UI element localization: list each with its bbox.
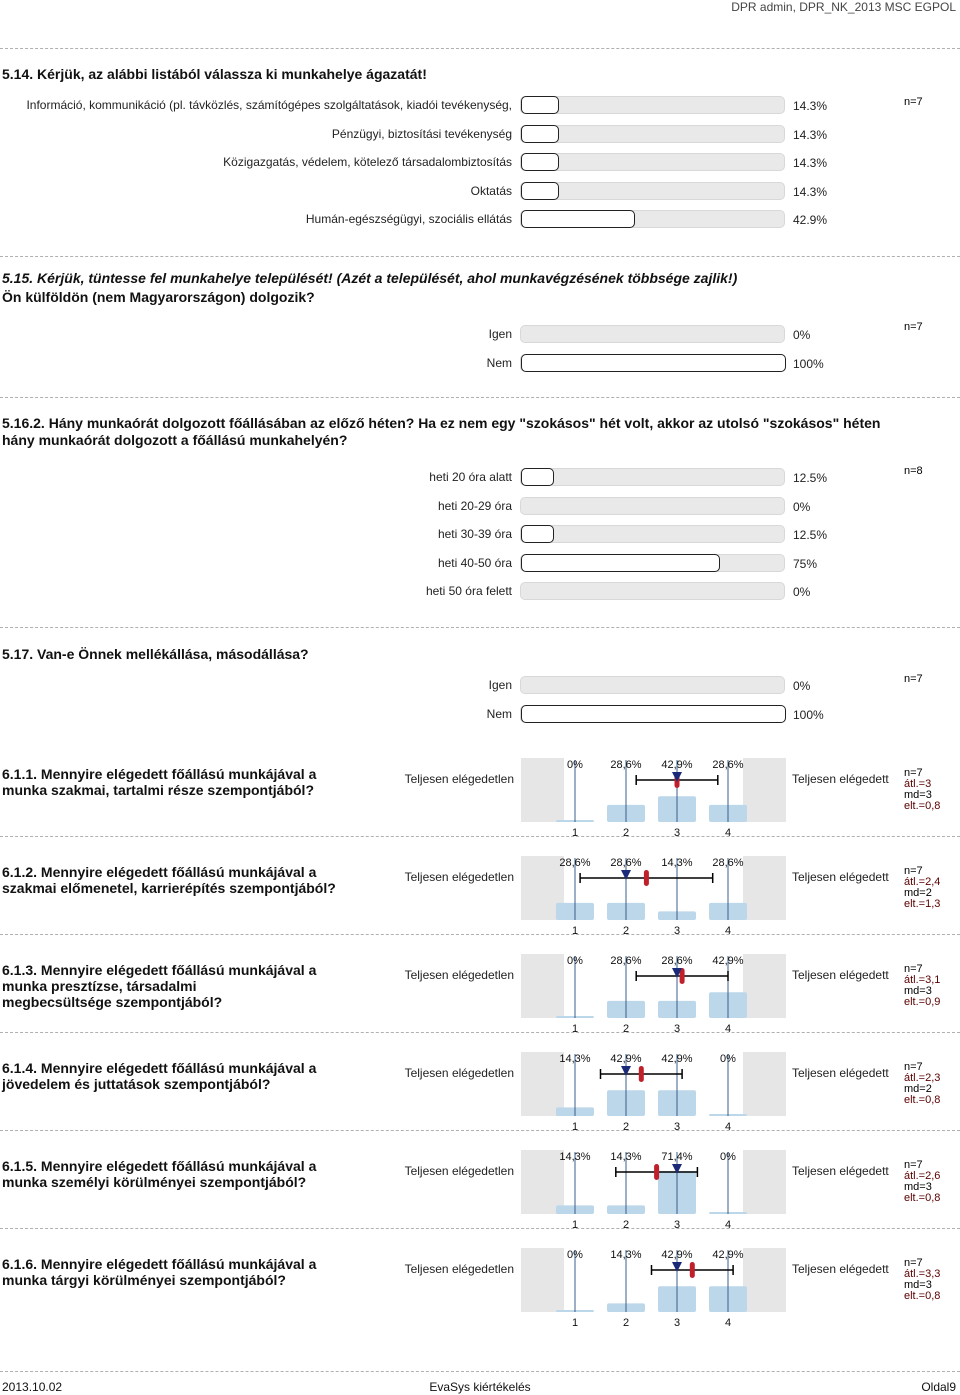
scale-right-box (743, 954, 786, 1018)
scale-chart (0, 1042, 960, 1132)
stat-avg: átl.=2,6 (904, 1170, 941, 1182)
footer-date: 2013.10.02 (2, 1380, 63, 1394)
scale-percent: 0% (567, 759, 583, 771)
stat-elt: elt.=0,8 (904, 1290, 941, 1302)
scale-tick-label: 1 (571, 1121, 579, 1132)
stat-md: md=3 (904, 1181, 932, 1193)
option-bar-track (520, 153, 785, 171)
stat-n: n=7 (904, 1061, 923, 1073)
scale-percent: 28,6% (610, 759, 642, 771)
divider (0, 256, 960, 257)
scale-percent: 42,9% (610, 1053, 642, 1065)
q514-title: 5.14. Kérjük, az alábbi listából válassza ki munkahelye ágazatát! (2, 66, 427, 82)
option-percent: 0% (793, 679, 811, 693)
option-label: heti 20 óra alatt (429, 470, 512, 484)
option-percent: 14.3% (793, 184, 828, 199)
stat-avg: átl.=3 (904, 778, 932, 790)
footer-page: Oldal9 (921, 1380, 956, 1394)
stat-n: n=7 (904, 865, 923, 877)
scale-tick-label: 4 (724, 1317, 732, 1328)
scale-tick-label: 2 (622, 827, 630, 838)
scale-left-label: Teljesen elégedetlen (404, 1262, 514, 1276)
option-percent: 0% (793, 585, 811, 599)
option-bar-track (520, 582, 785, 600)
scale-left-label: Teljesen elégedetlen (404, 968, 514, 982)
stat-avg: átl.=2,4 (904, 876, 941, 888)
scale-percent: 0% (567, 1249, 583, 1261)
option-label: Nem (486, 355, 512, 370)
mean-marker (639, 1066, 644, 1082)
stat-md: md=3 (904, 1279, 932, 1291)
option-bar-fill (521, 525, 554, 543)
scale-left-label: Teljesen elégedetlen (404, 1164, 514, 1178)
mean-marker (644, 870, 649, 886)
option-bar-track (520, 497, 785, 515)
scale-right-box (743, 856, 786, 920)
option-percent: 100% (793, 356, 824, 371)
option-bar-track (520, 325, 785, 343)
divider (0, 1228, 960, 1229)
scale-chart (0, 748, 960, 838)
scale-right-box (743, 1248, 786, 1312)
option-bar-track (520, 96, 785, 114)
stat-avg: átl.=3,3 (904, 1268, 941, 1280)
divider (0, 627, 960, 628)
scale-question-title: munka presztízse, társadalmi (2, 978, 197, 994)
scale-tick-label: 1 (571, 925, 579, 936)
option-bar-fill (521, 182, 559, 200)
scale-tick-label: 3 (673, 1023, 681, 1034)
scale-left-label: Teljesen elégedetlen (404, 772, 514, 786)
scale-percent: 14,3% (559, 1053, 591, 1065)
stat-md: md=2 (904, 1083, 932, 1095)
option-bar-track (520, 125, 785, 143)
option-bar-track (520, 468, 785, 486)
option-label: Oktatás (470, 183, 512, 198)
divider (0, 397, 960, 398)
stat-elt: elt.=0,8 (904, 1192, 941, 1204)
stat-elt: elt.=1,3 (904, 898, 941, 910)
option-label: Igen (488, 327, 512, 341)
scale-tick-label: 4 (724, 925, 732, 936)
option-label: heti 20-29 óra (437, 498, 512, 513)
scale-tick-label: 4 (724, 827, 732, 838)
scale-tick-label: 4 (724, 1219, 732, 1230)
q515-n: n=7 (904, 321, 923, 333)
scale-chart (0, 944, 960, 1034)
option-percent: 14.3% (793, 127, 828, 142)
scale-tick-label: 3 (673, 925, 681, 936)
stat-elt: elt.=0,8 (904, 800, 941, 812)
scale-right-label: Teljesen elégedett (792, 870, 889, 884)
scale-left-box (521, 758, 564, 822)
scale-tick-label: 1 (571, 1317, 579, 1328)
stat-elt: elt.=0,8 (904, 1094, 941, 1106)
option-label: heti 50 óra felett (425, 584, 512, 598)
option-label: Információ, kommunikáció (pl. távközlés, számítógépes szolgáltatások, kiadói tevékenység, (26, 98, 512, 112)
scale-question-title: 6.1.1. Mennyire elégedett főállású munkájával a (2, 766, 317, 782)
stat-elt: elt.=0,9 (904, 996, 941, 1008)
q5162-title: 5.16.2. Hány munkaórát dolgozott főállásában az előző héten? Ha ez nem egy "szokásos" hét volt, akkor az utolsó "szokásos" héten (2, 415, 881, 431)
scale-tick-label: 4 (724, 1023, 732, 1034)
scale-tick-label: 1 (571, 1219, 579, 1230)
option-percent: 12.5% (793, 471, 828, 485)
scale-left-label: Teljesen elégedetlen (404, 870, 514, 884)
scale-left-box (521, 954, 564, 1018)
scale-percent: 28,6% (712, 759, 744, 771)
scale-question-title: 6.1.4. Mennyire elégedett főállású munkájával a (2, 1060, 317, 1076)
scale-chart (0, 846, 960, 936)
scale-tick-label: 2 (622, 1023, 630, 1034)
option-bar-fill (521, 125, 559, 143)
stat-n: n=7 (904, 1257, 923, 1269)
scale-percent: 14,3% (610, 1249, 642, 1261)
scale-percent: 42,9% (661, 1249, 693, 1261)
option-percent: 100% (793, 707, 824, 722)
scale-tick-label: 2 (622, 925, 630, 936)
option-bar-track (520, 705, 785, 723)
option-bar-track (520, 554, 785, 572)
scale-percent: 42,9% (661, 759, 693, 771)
scale-chart (0, 1238, 960, 1328)
scale-percent: 28,6% (559, 857, 591, 869)
option-label: Nem (486, 706, 512, 721)
scale-right-label: Teljesen elégedett (792, 1262, 889, 1276)
option-bar-track (520, 182, 785, 200)
scale-tick-label: 3 (673, 1121, 681, 1132)
scale-percent: 0% (720, 1151, 736, 1163)
scale-right-label: Teljesen elégedett (792, 1164, 889, 1178)
scale-right-label: Teljesen elégedett (792, 968, 889, 982)
scale-left-label: Teljesen elégedetlen (404, 1066, 514, 1080)
stat-avg: átl.=3,1 (904, 974, 941, 986)
option-bar-fill (521, 153, 559, 171)
option-bar-fill (521, 468, 554, 486)
scale-tick-label: 4 (724, 1121, 732, 1132)
scale-tick-label: 3 (673, 1317, 681, 1328)
q514-n: n=7 (904, 96, 923, 108)
stat-md: md=3 (904, 789, 932, 801)
option-percent: 0% (793, 499, 811, 514)
option-bar-track (520, 676, 785, 694)
option-label: Pénzügyi, biztosítási tevékenység (331, 126, 512, 141)
q515-title: 5.15. Kérjük, tüntesse fel munkahelye települését! (Azét a települését, ahol munkavégzésének többsége zajlik!) (2, 270, 738, 286)
scale-question-title: 6.1.2. Mennyire elégedett főállású munkájával a (2, 864, 317, 880)
scale-right-box (743, 1150, 786, 1214)
stat-n: n=7 (904, 767, 923, 779)
scale-left-box (521, 1248, 564, 1312)
option-bar-track (520, 210, 785, 228)
q517-n: n=7 (904, 673, 923, 685)
scale-tick-label: 2 (622, 1219, 630, 1230)
scale-tick-label: 2 (622, 1121, 630, 1132)
scale-question-title: munka szakmai, tartalmi része szempontjából? (2, 782, 314, 798)
divider (0, 1371, 960, 1372)
scale-question-title: 6.1.3. Mennyire elégedett főállású munkájával a (2, 962, 317, 978)
q5162-n: n=8 (904, 465, 923, 477)
scale-left-box (521, 1150, 564, 1214)
scale-question-title: 6.1.6. Mennyire elégedett főállású munkájával a (2, 1256, 317, 1272)
page-header: DPR admin, DPR_NK_2013 MSC EGPOL (731, 0, 956, 14)
scale-question-title: 6.1.5. Mennyire elégedett főállású munkájával a (2, 1158, 317, 1174)
q517-title: 5.17. Van-e Önnek mellékállása, másodállása? (2, 646, 309, 662)
option-label: Igen (488, 678, 512, 692)
scale-tick-label: 1 (571, 827, 579, 838)
scale-percent: 14,3% (559, 1151, 591, 1163)
scale-question-title: munka személyi körülményei szempontjából? (2, 1174, 307, 1190)
scale-tick-label: 2 (622, 1317, 630, 1328)
stat-n: n=7 (904, 963, 923, 975)
footer-center: EvaSys kiértékelés (429, 1380, 531, 1394)
scale-right-label: Teljesen elégedett (792, 772, 889, 786)
option-label: heti 30-39 óra (437, 527, 512, 541)
option-percent: 14.3% (793, 156, 828, 170)
option-percent: 75% (793, 556, 818, 571)
scale-percent: 42,9% (712, 1249, 744, 1261)
option-bar-fill (521, 96, 559, 114)
scale-percent: 14,3% (661, 857, 693, 869)
scale-tick-label: 1 (571, 1023, 579, 1034)
option-label: Humán-egészségügyi, szociális ellátás (305, 212, 512, 226)
divider (0, 1032, 960, 1033)
scale-chart (0, 1140, 960, 1230)
stat-md: md=2 (904, 887, 932, 899)
option-bar-track (520, 354, 785, 372)
option-percent: 42.9% (793, 213, 828, 227)
scale-percent: 14,3% (610, 1151, 642, 1163)
scale-percent: 0% (567, 955, 583, 967)
scale-percent: 28,6% (712, 857, 744, 869)
scale-percent: 28,6% (610, 857, 642, 869)
q5162-title-2: hány munkaórát dolgozott a főállású munkahelyén? (2, 432, 348, 448)
scale-question-title: szakmai előmenetel, karrierépítés szempontjából? (2, 880, 336, 896)
scale-percent: 42,9% (712, 955, 744, 967)
option-bar-fill (521, 554, 720, 572)
divider (0, 934, 960, 935)
option-label: Közigazgatás, védelem, kötelező társadalombiztosítás (223, 155, 512, 169)
option-bar-fill (521, 354, 786, 372)
scale-right-label: Teljesen elégedett (792, 1066, 889, 1080)
scale-tick-label: 3 (673, 827, 681, 838)
option-bar-fill (521, 705, 786, 723)
scale-right-box (743, 1052, 786, 1116)
option-percent: 14.3% (793, 99, 828, 113)
divider (0, 48, 960, 49)
scale-percent: 0% (720, 1053, 736, 1065)
scale-percent: 71,4% (661, 1151, 693, 1163)
scale-right-box (743, 758, 786, 822)
scale-question-title: jövedelem és juttatások szempontjából? (2, 1076, 271, 1092)
scale-left-box (521, 1052, 564, 1116)
scale-percent: 42,9% (661, 1053, 693, 1065)
scale-tick-label: 3 (673, 1219, 681, 1230)
stat-n: n=7 (904, 1159, 923, 1171)
stat-avg: átl.=2,3 (904, 1072, 941, 1084)
mean-marker (690, 1262, 695, 1278)
option-label: heti 40-50 óra (437, 555, 512, 570)
q515-subtitle: Ön külföldön (nem Magyarországon) dolgozik? (2, 289, 315, 305)
scale-percent: 28,6% (661, 955, 693, 967)
option-bar-track (520, 525, 785, 543)
divider (0, 1130, 960, 1131)
option-bar-fill (521, 210, 635, 228)
stat-md: md=3 (904, 985, 932, 997)
scale-question-title: megbecsültsége szempontjából? (2, 994, 223, 1010)
option-percent: 0% (793, 328, 811, 342)
mean-marker (654, 1164, 659, 1180)
scale-question-title: munka tárgyi körülményei szempontjából? (2, 1272, 286, 1288)
scale-percent: 28,6% (610, 955, 642, 967)
divider (0, 836, 960, 837)
option-percent: 12.5% (793, 528, 828, 542)
